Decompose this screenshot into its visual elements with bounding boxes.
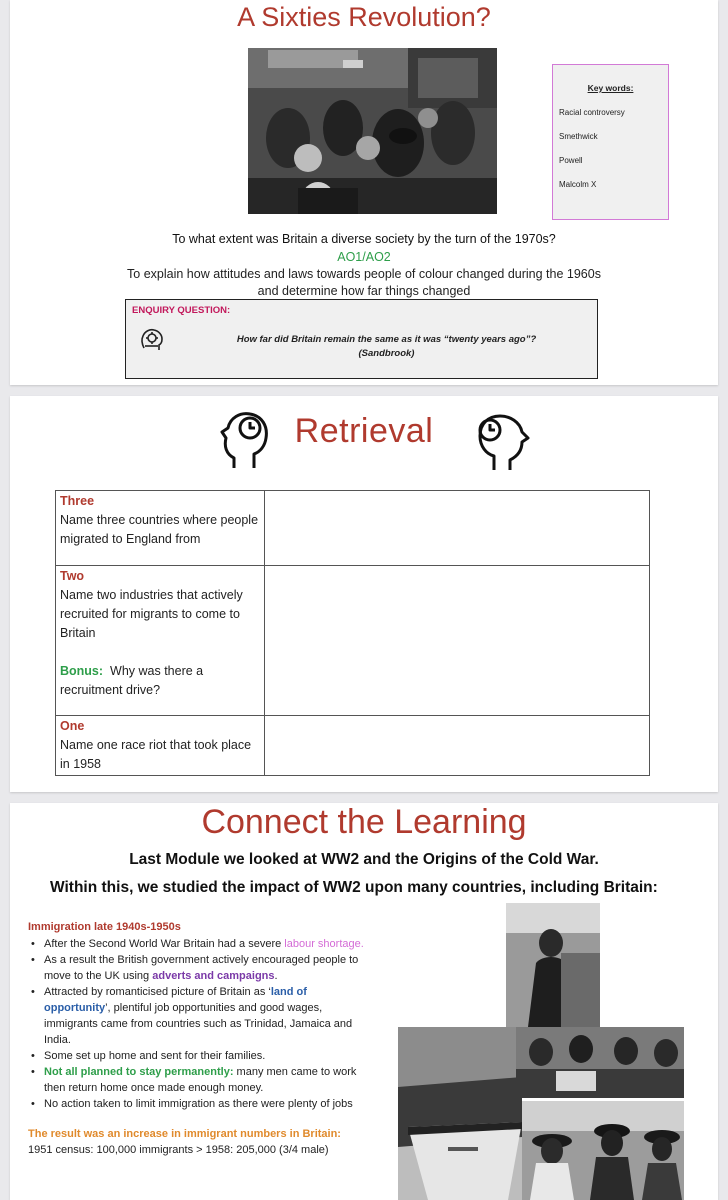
answer-cell[interactable] bbox=[265, 716, 650, 776]
list-item: • As a result the British government actively encouraged people to move to the UK using adverts and campaigns. bbox=[28, 952, 373, 984]
migrant-photo bbox=[506, 903, 600, 1027]
list-item: • Attracted by romanticised picture of Britain as ‘land of opportunity’, plentiful job opportunities and good wages, immigrants came from countries such as Trinidad, Jamaica and India. bbox=[28, 984, 373, 1048]
men-group-photo bbox=[516, 1027, 684, 1098]
immigration-notes bbox=[28, 919, 373, 1158]
key-word: Malcolm X bbox=[559, 180, 597, 189]
key-words-heading: Key words: bbox=[587, 83, 634, 93]
lesson-question: To what extent was Britain a diverse society by the turn of the 1970s? bbox=[172, 232, 556, 246]
list-item: • Not all planned to stay permanently: many men came to work then return home once made enough money. bbox=[28, 1064, 373, 1096]
result-heading: The result was an increase in immigrant numbers in Britain: bbox=[28, 1128, 341, 1140]
row-label: Two bbox=[60, 569, 85, 583]
lesson-objective: To explain how attitudes and laws towards people of colour changed during the 1960s and determine how far things changed bbox=[127, 267, 601, 298]
head-clock-icon bbox=[470, 412, 530, 479]
enquiry-question-line: How far did Britain remain the same as it was “twenty years ago”? bbox=[236, 334, 537, 345]
question-cell bbox=[56, 566, 265, 716]
row-label: One bbox=[60, 719, 85, 733]
table-row bbox=[56, 491, 650, 566]
key-word: Smethwick bbox=[559, 132, 598, 141]
bonus-label: Bonus: bbox=[60, 664, 104, 678]
bonus-question bbox=[60, 662, 260, 700]
assessment-objectives: AO1/AO2 bbox=[337, 250, 391, 264]
subtitle-line-2: Within this, we studied the impact of WW2 upon many countries, including Britain: bbox=[50, 879, 658, 896]
question-cell bbox=[56, 491, 265, 566]
answer-cell[interactable] bbox=[265, 566, 650, 716]
slide-title: A Sixties Revolution? bbox=[237, 2, 491, 32]
men-in-hats-photo bbox=[522, 1101, 684, 1200]
notes-list bbox=[28, 936, 373, 1112]
enquiry-question-box bbox=[125, 299, 598, 379]
key-word: Powell bbox=[559, 156, 583, 165]
enquiry-label: ENQUIRY QUESTION: bbox=[132, 305, 231, 316]
row-question: Name one race riot that took place in 1958 bbox=[60, 738, 252, 771]
result-text bbox=[28, 1126, 373, 1158]
slide-retrieval bbox=[10, 396, 718, 792]
answer-cell[interactable] bbox=[265, 491, 650, 566]
key-word: Racial controversy bbox=[559, 108, 625, 117]
subtitle-line-1: Last Module we looked at WW2 and the Origins of the Cold War. bbox=[129, 851, 599, 868]
list-item: • Some set up home and sent for their families. bbox=[28, 1048, 373, 1064]
bonus-text: Why was there a recruitment drive? bbox=[60, 664, 204, 697]
row-label: Three bbox=[60, 494, 95, 508]
key-words-box bbox=[552, 64, 669, 220]
enquiry-question-source: (Sandbrook) bbox=[358, 348, 415, 359]
slide-title: Retrieval bbox=[294, 412, 434, 450]
row-question: Name three countries where people migrated to England from bbox=[60, 513, 259, 546]
table-row bbox=[56, 566, 650, 716]
windrush-ship-photo bbox=[398, 1027, 522, 1200]
row-question: Name two industries that actively recruited for migrants to come to Britain bbox=[60, 588, 243, 640]
riot-photo bbox=[248, 48, 497, 214]
enquiry-question-text bbox=[186, 333, 587, 361]
question-cell bbox=[56, 716, 265, 776]
census-figures: 1951 census: 100,000 immigrants > 1958: 205,000 (3/4 male) bbox=[28, 1144, 329, 1156]
list-item: • After the Second World War Britain had a severe labour shortage. bbox=[28, 936, 373, 952]
thinking-head-gears-icon bbox=[138, 326, 166, 359]
slide-sixties-revolution bbox=[10, 0, 718, 385]
retrieval-table bbox=[55, 490, 650, 776]
notes-heading: Immigration late 1940s-1950s bbox=[28, 921, 181, 933]
table-row bbox=[56, 716, 650, 776]
slide-title: Connect the Learning bbox=[201, 803, 527, 841]
list-item: • No action taken to limit immigration as there were plenty of jobs bbox=[28, 1096, 373, 1112]
slide-connect-the-learning bbox=[10, 803, 718, 1200]
